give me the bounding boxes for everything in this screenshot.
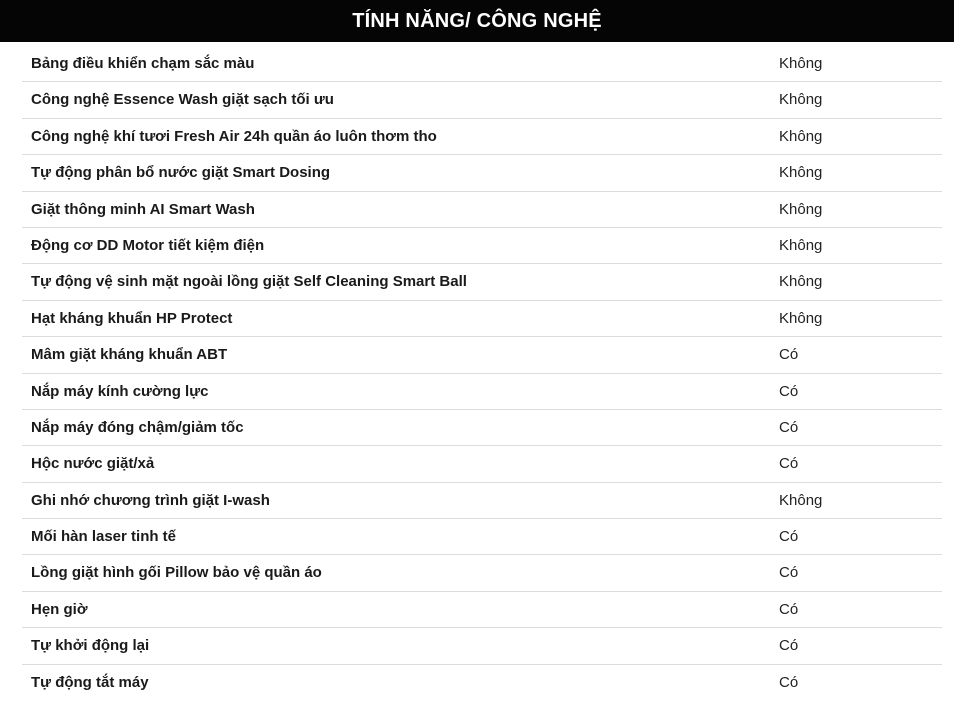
spec-value: Có	[779, 528, 799, 546]
spec-row	[22, 555, 942, 591]
spec-label: Giặt thông minh AI Smart Wash	[31, 200, 255, 218]
spec-row	[22, 592, 942, 628]
spec-label: Động cơ DD Motor tiết kiệm điện	[31, 236, 265, 254]
spec-row	[22, 119, 942, 155]
spec-label: Tự động tắt máy	[31, 673, 149, 691]
spec-label: Tự động vệ sinh mặt ngoài lồng giặt Self Cleaning Smart Ball	[31, 273, 467, 291]
spec-row	[22, 410, 942, 446]
spec-row	[22, 192, 942, 228]
spec-value: Có	[779, 418, 799, 436]
spec-row	[22, 228, 942, 264]
spec-row	[22, 374, 942, 410]
spec-value: Không	[779, 55, 823, 72]
spec-value: Có	[779, 346, 799, 364]
spec-label: Lồng giặt hình gối Pillow bảo vệ quần áo	[31, 564, 322, 582]
spec-value: Có	[779, 455, 799, 473]
section-header	[0, 0, 954, 42]
spec-row	[22, 82, 942, 118]
spec-value: Có	[779, 673, 799, 691]
spec-value: Không	[779, 309, 823, 327]
spec-value: Không	[779, 491, 823, 509]
spec-value: Có	[779, 564, 799, 582]
spec-label: Nắp máy đóng chậm/giảm tốc	[31, 418, 244, 436]
spec-label: Ghi nhớ chương trình giặt I-wash	[31, 491, 270, 509]
spec-label: Tự khởi động lại	[31, 637, 150, 655]
spec-value: Không	[779, 127, 823, 145]
spec-value: Có	[779, 600, 799, 618]
spec-value: Không	[779, 273, 823, 291]
spec-value: Có	[779, 382, 799, 400]
spec-row	[22, 519, 942, 555]
spec-label: Hạt kháng khuẩn HP Protect	[31, 309, 233, 327]
spec-row	[22, 628, 942, 664]
spec-table	[22, 46, 942, 701]
spec-row	[22, 483, 942, 519]
spec-row	[22, 301, 942, 337]
spec-value: Có	[779, 637, 799, 655]
spec-label: Tự động phân bổ nước giặt Smart Dosing	[31, 164, 331, 182]
spec-label: Mâm giặt kháng khuẩn ABT	[31, 346, 228, 364]
spec-label: Hộc nước giặt/xả	[31, 455, 155, 473]
spec-label: Mối hàn laser tinh tế	[31, 528, 177, 546]
spec-row	[22, 665, 942, 701]
spec-label: Bảng điều khiển chạm sắc màu	[31, 55, 255, 72]
spec-label: Hẹn giờ	[31, 600, 88, 618]
section-title: TÍNH NĂNG/ CÔNG NGHỆ	[352, 9, 602, 32]
spec-row	[22, 446, 942, 482]
spec-value: Không	[779, 236, 823, 254]
spec-label: Công nghệ Essence Wash giặt sạch tối ưu	[31, 91, 334, 109]
spec-row	[22, 155, 942, 191]
spec-row	[22, 337, 942, 373]
spec-value: Không	[779, 200, 823, 218]
spec-label: Công nghệ khí tươi Fresh Air 24h quần áo luôn thơm tho	[31, 127, 437, 145]
spec-row	[22, 46, 942, 82]
spec-value: Không	[779, 164, 823, 182]
spec-row	[22, 264, 942, 300]
spec-label: Nắp máy kính cường lực	[31, 382, 209, 400]
spec-value: Không	[779, 91, 823, 109]
